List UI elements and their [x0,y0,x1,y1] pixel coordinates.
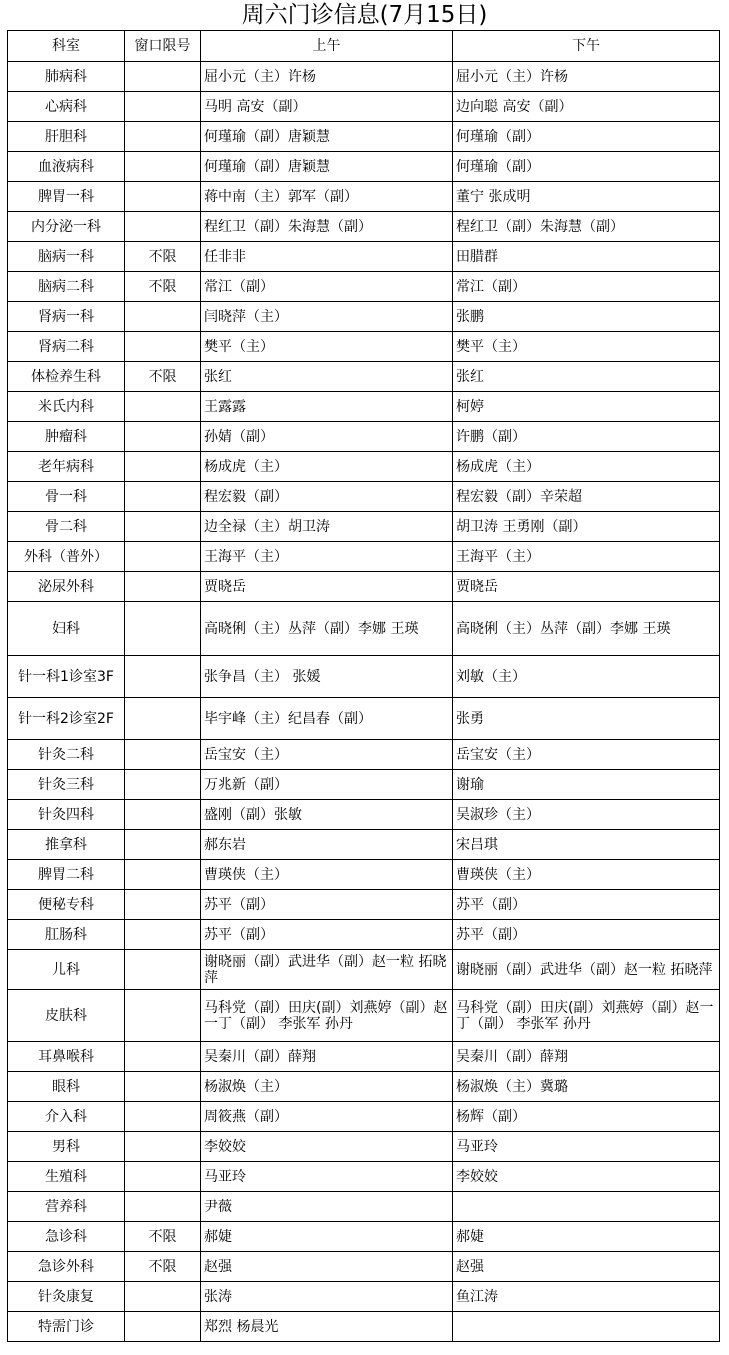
table-row [8,1222,720,1252]
dept-cell: 营养科 [8,1192,125,1222]
morning-cell: 王露露 [201,392,453,422]
table-row [8,1252,720,1282]
morning-cell: 程红卫（副）朱海慧（副） [201,212,453,242]
table-row [8,422,720,452]
window-limit-cell [125,740,201,770]
afternoon-cell: 曹瑛侠（主） [453,860,720,890]
afternoon-cell: 程宏毅（副）辛荣超 [453,482,720,512]
schedule-table [7,30,720,1342]
table-row [8,830,720,860]
window-limit-cell [125,302,201,332]
window-limit-cell: 不限 [125,272,201,302]
dept-cell: 骨一科 [8,482,125,512]
dept-cell: 便秘专科 [8,890,125,920]
window-limit-cell [125,392,201,422]
morning-cell: 郝婕 [201,1222,453,1252]
table-row [8,272,720,302]
window-limit-cell [125,830,201,860]
afternoon-cell: 田腊群 [453,242,720,272]
window-limit-cell [125,422,201,452]
table-row [8,698,720,740]
morning-cell: 周筱燕（副） [201,1102,453,1132]
table-row [8,152,720,182]
window-limit-cell [125,602,201,656]
morning-cell: 郝东岩 [201,830,453,860]
table-row [8,1282,720,1312]
table-row [8,182,720,212]
afternoon-cell: 柯婷 [453,392,720,422]
afternoon-cell: 张鹏 [453,302,720,332]
table-row [8,1102,720,1132]
morning-cell: 何瑾瑜（副）唐颖慧 [201,122,453,152]
dept-cell: 针灸二科 [8,740,125,770]
morning-cell: 孙婧（副） [201,422,453,452]
dept-cell: 脾胃一科 [8,182,125,212]
afternoon-cell: 宋吕琪 [453,830,720,860]
table-row [8,1192,720,1222]
dept-cell: 针一科1诊室3F [8,656,125,698]
morning-cell: 杨淑焕（主） [201,1072,453,1102]
table-row [8,990,720,1042]
morning-cell: 岳宝安（主） [201,740,453,770]
dept-cell: 耳鼻喉科 [8,1042,125,1072]
dept-cell: 推拿科 [8,830,125,860]
morning-cell: 苏平（副） [201,920,453,950]
window-limit-cell [125,512,201,542]
dept-cell: 脾胃二科 [8,860,125,890]
table-row [8,212,720,242]
morning-cell: 张争昌（主） 张媛 [201,656,453,698]
morning-cell: 程宏毅（副） [201,482,453,512]
afternoon-cell: 张勇 [453,698,720,740]
morning-cell: 常江（副） [201,272,453,302]
dept-cell: 眼科 [8,1072,125,1102]
window-limit-cell [125,572,201,602]
morning-cell: 张红 [201,362,453,392]
table-row [8,1042,720,1072]
dept-cell: 脑病一科 [8,242,125,272]
afternoon-cell [453,1312,720,1342]
table-row [8,92,720,122]
morning-cell: 盛刚（副）张敏 [201,800,453,830]
afternoon-cell: 吴秦川（副）薛翔 [453,1042,720,1072]
morning-cell: 张涛 [201,1282,453,1312]
morning-cell: 贾晓岳 [201,572,453,602]
window-limit-cell [125,1192,201,1222]
window-limit-cell [125,770,201,800]
table-row [8,1132,720,1162]
dept-cell: 肾病一科 [8,302,125,332]
window-limit-cell [125,182,201,212]
afternoon-cell: 谢瑜 [453,770,720,800]
table-row [8,542,720,572]
afternoon-cell: 贾晓岳 [453,572,720,602]
window-limit-cell [125,890,201,920]
table-header-row [8,31,720,62]
dept-cell: 针一科2诊室2F [8,698,125,740]
window-limit-cell [125,990,201,1042]
dept-cell: 内分泌一科 [8,212,125,242]
morning-cell: 闫晓萍（主） [201,302,453,332]
afternoon-cell: 董宁 张成明 [453,182,720,212]
afternoon-cell: 高晓俐（主）丛萍（副）李娜 王瑛 [453,602,720,656]
morning-cell: 樊平（主） [201,332,453,362]
dept-cell: 儿科 [8,950,125,990]
morning-cell: 万兆新（副） [201,770,453,800]
morning-cell: 尹薇 [201,1192,453,1222]
afternoon-cell: 王海平（主） [453,542,720,572]
window-limit-cell [125,92,201,122]
window-limit-cell [125,1282,201,1312]
window-limit-cell [125,1162,201,1192]
morning-cell: 吴秦川（副）薛翔 [201,1042,453,1072]
dept-cell: 肛肠科 [8,920,125,950]
afternoon-cell: 苏平（副） [453,920,720,950]
window-limit-cell: 不限 [125,242,201,272]
window-limit-cell [125,482,201,512]
window-limit-cell [125,920,201,950]
afternoon-cell: 苏平（副） [453,890,720,920]
window-limit-cell [125,800,201,830]
table-row [8,1162,720,1192]
dept-cell: 急诊科 [8,1222,125,1252]
dept-cell: 特需门诊 [8,1312,125,1342]
dept-cell: 针灸四科 [8,800,125,830]
window-limit-cell [125,950,201,990]
window-limit-cell [125,860,201,890]
table-row [8,62,720,92]
dept-cell: 急诊外科 [8,1252,125,1282]
table-row [8,362,720,392]
morning-cell: 谢晓丽（副）武进华（副）赵一粒 拓晓萍 [201,950,453,990]
window-limit-cell: 不限 [125,362,201,392]
morning-cell: 马亚玲 [201,1162,453,1192]
afternoon-cell: 常江（副） [453,272,720,302]
table-row [8,740,720,770]
morning-cell: 任非非 [201,242,453,272]
afternoon-cell: 何瑾瑜（副） [453,122,720,152]
afternoon-cell: 屈小元（主）许杨 [453,62,720,92]
afternoon-cell: 吴淑珍（主） [453,800,720,830]
dept-cell: 男科 [8,1132,125,1162]
dept-cell: 肺病科 [8,62,125,92]
page-title: 周六门诊信息(7月15日) [241,2,488,28]
morning-cell: 边全禄（主）胡卫涛 [201,512,453,542]
afternoon-cell: 胡卫涛 王勇刚（副） [453,512,720,542]
table-row [8,920,720,950]
dept-cell: 外科（普外） [8,542,125,572]
dept-cell: 心病科 [8,92,125,122]
morning-cell: 杨成虎（主） [201,452,453,482]
window-limit-cell [125,1102,201,1132]
morning-cell: 蒋中南（主）郭军（副） [201,182,453,212]
table-row [8,1312,720,1342]
table-row [8,242,720,272]
morning-cell: 赵强 [201,1252,453,1282]
dept-cell: 针灸三科 [8,770,125,800]
table-row [8,656,720,698]
window-limit-cell [125,1132,201,1162]
dept-cell: 肾病二科 [8,332,125,362]
afternoon-cell: 马科党（副）田庆(副）刘燕婷（副）赵一丁（副） 李张军 孙丹 [453,990,720,1042]
afternoon-cell: 李姣姣 [453,1162,720,1192]
header-afternoon: 下午 [453,31,720,62]
table-row [8,860,720,890]
afternoon-cell: 边向聪 高安（副） [453,92,720,122]
dept-cell: 生殖科 [8,1162,125,1192]
afternoon-cell: 杨辉（副） [453,1102,720,1132]
dept-cell: 妇科 [8,602,125,656]
dept-cell: 泌尿外科 [8,572,125,602]
afternoon-cell: 岳宝安（主） [453,740,720,770]
dept-cell: 血液病科 [8,152,125,182]
table-row [8,770,720,800]
morning-cell: 曹瑛侠（主） [201,860,453,890]
header-dept: 科室 [8,31,125,62]
window-limit-cell [125,1312,201,1342]
dept-cell: 脑病二科 [8,272,125,302]
table-row [8,1072,720,1102]
table-row [8,890,720,920]
morning-cell: 高晓俐（主）丛萍（副）李娜 王瑛 [201,602,453,656]
table-row [8,512,720,542]
window-limit-cell: 不限 [125,1222,201,1252]
morning-cell: 苏平（副） [201,890,453,920]
afternoon-cell: 鱼江涛 [453,1282,720,1312]
morning-cell: 王海平（主） [201,542,453,572]
afternoon-cell: 赵强 [453,1252,720,1282]
afternoon-cell: 郝婕 [453,1222,720,1252]
dept-cell: 皮肤科 [8,990,125,1042]
table-row [8,302,720,332]
afternoon-cell: 杨淑焕（主）冀璐 [453,1072,720,1102]
afternoon-cell: 谢晓丽（副）武进华（副）赵一粒 拓晓萍 [453,950,720,990]
dept-cell: 肝胆科 [8,122,125,152]
table-row [8,800,720,830]
morning-cell: 郑烈 杨晨光 [201,1312,453,1342]
table-row [8,950,720,990]
header-window-limit: 窗口限号 [125,31,201,62]
window-limit-cell [125,332,201,362]
morning-cell: 马明 高安（副） [201,92,453,122]
window-limit-cell [125,122,201,152]
table-row [8,572,720,602]
dept-cell: 介入科 [8,1102,125,1132]
afternoon-cell: 马亚玲 [453,1132,720,1162]
window-limit-cell [125,62,201,92]
window-limit-cell: 不限 [125,1252,201,1282]
afternoon-cell: 张红 [453,362,720,392]
table-row [8,122,720,152]
dept-cell: 肿瘤科 [8,422,125,452]
dept-cell: 骨二科 [8,512,125,542]
window-limit-cell [125,656,201,698]
window-limit-cell [125,152,201,182]
afternoon-cell: 杨成虎（主） [453,452,720,482]
afternoon-cell: 刘敏（主） [453,656,720,698]
table-row [8,602,720,656]
dept-cell: 体检养生科 [8,362,125,392]
morning-cell: 屈小元（主）许杨 [201,62,453,92]
dept-cell: 老年病科 [8,452,125,482]
morning-cell: 毕宇峰（主）纪昌春（副） [201,698,453,740]
dept-cell: 针灸康复 [8,1282,125,1312]
afternoon-cell: 樊平（主） [453,332,720,362]
afternoon-cell: 许鹏（副） [453,422,720,452]
table-row [8,392,720,422]
header-morning: 上午 [201,31,453,62]
window-limit-cell [125,1042,201,1072]
dept-cell: 米氏内科 [8,392,125,422]
window-limit-cell [125,542,201,572]
window-limit-cell [125,212,201,242]
table-row [8,332,720,362]
table-row [8,452,720,482]
window-limit-cell [125,1072,201,1102]
morning-cell: 何瑾瑜（副）唐颖慧 [201,152,453,182]
afternoon-cell: 程红卫（副）朱海慧（副） [453,212,720,242]
afternoon-cell: 何瑾瑜（副） [453,152,720,182]
morning-cell: 马科党（副）田庆(副）刘燕婷（副）赵一丁（副） 李张军 孙丹 [201,990,453,1042]
morning-cell: 李姣姣 [201,1132,453,1162]
window-limit-cell [125,452,201,482]
afternoon-cell [453,1192,720,1222]
table-row [8,482,720,512]
window-limit-cell [125,698,201,740]
